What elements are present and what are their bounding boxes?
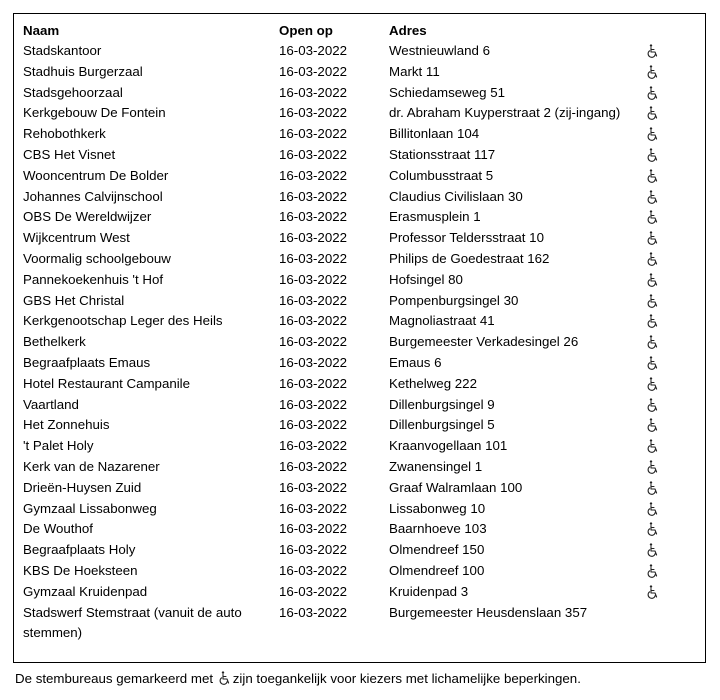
cell-adres: Westnieuwland 6 — [389, 43, 491, 58]
cell-accessibility — [641, 395, 699, 416]
cell-adres: Kethelweg 222 — [389, 375, 477, 391]
wheelchair-icon — [647, 356, 659, 370]
cell-naam: Kerk van de Nazarener — [23, 458, 160, 474]
cell-accessibility — [641, 457, 699, 478]
cell-adres: Kruidenpad 3 — [389, 583, 469, 599]
table-row — [23, 332, 699, 353]
cell-naam: Begraafplaats Holy — [23, 542, 136, 558]
cell-accessibility — [641, 270, 699, 291]
cell-accessibility — [641, 478, 699, 499]
table-row — [23, 166, 699, 187]
cell-open-op: 16-03-2022 — [279, 542, 348, 558]
cell-accessibility — [641, 145, 699, 166]
cell-naam: Gymzaal Kruidenpad — [23, 583, 148, 599]
cell-adres: Magnoliastraat 41 — [389, 313, 495, 329]
wheelchair-icon — [647, 335, 659, 349]
cell-naam: CBS Het Visnet — [23, 146, 116, 162]
header-adres: Adres — [389, 23, 427, 38]
cell-open-op: 16-03-2022 — [279, 105, 348, 121]
table-row — [23, 103, 699, 124]
cell-accessibility — [641, 166, 699, 187]
cell-adres: Schiedamseweg 51 — [389, 84, 506, 100]
table-row — [23, 457, 699, 478]
cell-adres: Dillenburgsingel 5 — [389, 417, 495, 433]
table-row — [23, 499, 699, 520]
cell-accessibility — [641, 374, 699, 395]
cell-open-op: 16-03-2022 — [279, 521, 348, 537]
cell-naam: Pannekoekenhuis 't Hof — [23, 271, 164, 287]
header-open-op: Open op — [279, 23, 333, 38]
cell-adres: Burgemeester Verkadesingel 26 — [389, 334, 579, 350]
table-row — [23, 395, 699, 416]
cell-naam: Wijkcentrum West — [23, 230, 130, 246]
table-row — [23, 62, 699, 83]
table-row — [23, 582, 699, 603]
cell-naam: Vaartland — [23, 396, 79, 412]
table-row — [23, 291, 699, 312]
wheelchair-icon — [647, 231, 659, 245]
cell-accessibility — [641, 124, 699, 145]
cell-accessibility — [641, 83, 699, 104]
cell-naam: Kerkgenootschap Leger des Heils — [23, 313, 223, 329]
cell-open-op: 16-03-2022 — [279, 209, 348, 225]
wheelchair-icon — [219, 671, 231, 685]
cell-accessibility — [641, 41, 699, 62]
cell-adres: Burgemeester Heusdenslaan 357 — [389, 604, 588, 620]
cell-accessibility — [641, 353, 699, 374]
table-row — [23, 187, 699, 208]
header-naam: Naam — [23, 23, 60, 38]
cell-open-op: 16-03-2022 — [279, 396, 348, 412]
wheelchair-icon — [647, 314, 659, 328]
wheelchair-icon — [647, 106, 659, 120]
table-row — [23, 540, 699, 561]
cell-naam: Rehobothkerk — [23, 126, 106, 142]
cell-accessibility — [641, 436, 699, 457]
cell-open-op: 16-03-2022 — [279, 479, 348, 495]
cell-accessibility — [641, 311, 699, 332]
wheelchair-icon — [647, 273, 659, 287]
cell-accessibility — [641, 103, 699, 124]
cell-accessibility — [641, 291, 699, 312]
cell-adres: Billitonlaan 104 — [389, 126, 480, 142]
wheelchair-icon — [647, 127, 659, 141]
cell-naam: Het Zonnehuis — [23, 417, 110, 433]
cell-open-op: 16-03-2022 — [279, 354, 348, 370]
cell-open-op: 16-03-2022 — [279, 188, 348, 204]
cell-naam: Stadhuis Burgerzaal — [23, 63, 143, 79]
table-row — [23, 41, 699, 62]
cell-adres: Olmendreef 100 — [389, 562, 485, 578]
cell-naam: Wooncentrum De Bolder — [23, 167, 169, 183]
cell-accessibility — [641, 187, 699, 208]
wheelchair-icon — [647, 169, 659, 183]
wheelchair-icon — [647, 398, 659, 412]
cell-open-op: 16-03-2022 — [279, 230, 348, 246]
wheelchair-icon — [647, 190, 659, 204]
cell-naam: 't Palet Holy — [23, 438, 94, 454]
wheelchair-icon — [647, 86, 659, 100]
table-row — [23, 603, 699, 645]
table-row — [23, 207, 699, 228]
wheelchair-icon — [647, 418, 659, 432]
table-row — [23, 124, 699, 145]
cell-naam: De Wouthof — [23, 521, 93, 537]
cell-accessibility — [641, 62, 699, 83]
table-row — [23, 415, 699, 436]
cell-adres: Dillenburgsingel 9 — [389, 396, 495, 412]
table-row — [23, 353, 699, 374]
cell-accessibility — [641, 519, 699, 540]
wheelchair-icon — [647, 481, 659, 495]
cell-adres: Erasmusplein 1 — [389, 209, 481, 225]
wheelchair-icon — [647, 148, 659, 162]
cell-accessibility — [641, 207, 699, 228]
cell-open-op: 16-03-2022 — [279, 271, 348, 287]
cell-open-op: 16-03-2022 — [279, 458, 348, 474]
cell-naam: Kerkgebouw De Fontein — [23, 105, 166, 121]
wheelchair-icon — [647, 252, 659, 266]
cell-open-op: 16-03-2022 — [279, 334, 348, 350]
cell-accessibility — [641, 415, 699, 436]
cell-adres: dr. Abraham Kuyperstraat 2 (zij-ingang) — [389, 105, 621, 121]
cell-naam: Voormalig schoolgebouw — [23, 250, 171, 266]
wheelchair-icon — [647, 294, 659, 308]
cell-naam: OBS De Wereldwijzer — [23, 209, 152, 225]
cell-naam: Stadsgehoorzaal — [23, 84, 123, 100]
cell-accessibility — [641, 582, 699, 603]
cell-open-op: 16-03-2022 — [279, 562, 348, 578]
wheelchair-icon — [647, 377, 659, 391]
cell-adres: Emaus 6 — [389, 354, 442, 370]
footnote — [15, 669, 581, 686]
table-row — [23, 478, 699, 499]
cell-open-op: 16-03-2022 — [279, 375, 348, 391]
table-row — [23, 519, 699, 540]
cell-open-op: 16-03-2022 — [279, 438, 348, 454]
cell-adres: Philips de Goedestraat 162 — [389, 250, 550, 266]
table-row — [23, 311, 699, 332]
cell-naam: Gymzaal Lissabonweg — [23, 500, 157, 516]
cell-adres: Markt 11 — [389, 63, 440, 79]
cell-accessibility — [641, 540, 699, 561]
cell-naam: KBS De Hoeksteen — [23, 562, 138, 578]
cell-adres: Columbusstraat 5 — [389, 167, 494, 183]
cell-open-op: 16-03-2022 — [279, 167, 348, 183]
polling-stations-table-box — [13, 13, 706, 663]
cell-accessibility — [641, 332, 699, 353]
table-row — [23, 249, 699, 270]
cell-open-op: 16-03-2022 — [279, 583, 348, 599]
cell-accessibility — [641, 561, 699, 582]
cell-naam: Drieën-Huysen Zuid — [23, 479, 142, 495]
table-row — [23, 374, 699, 395]
wheelchair-icon — [647, 439, 659, 453]
cell-naam: Johannes Calvijnschool — [23, 188, 163, 204]
cell-open-op: 16-03-2022 — [279, 417, 348, 433]
cell-adres: Hofsingel 80 — [389, 271, 463, 287]
wheelchair-icon — [647, 585, 659, 599]
cell-accessibility — [641, 249, 699, 270]
cell-accessibility — [641, 228, 699, 249]
table-row — [23, 83, 699, 104]
cell-accessibility — [641, 499, 699, 520]
header-accessibility — [641, 20, 699, 41]
cell-open-op: 16-03-2022 — [279, 604, 348, 620]
wheelchair-icon — [647, 564, 659, 578]
cell-naam: Hotel Restaurant Campanile — [23, 375, 191, 391]
cell-adres: Claudius Civilislaan 30 — [389, 188, 523, 204]
cell-naam: Stadswerf Stemstraat (vanuit de auto stemmen) — [23, 604, 242, 641]
cell-adres: Baarnhoeve 103 — [389, 521, 487, 537]
wheelchair-icon — [647, 502, 659, 516]
cell-naam: Begraafplaats Emaus — [23, 354, 151, 370]
polling-stations-table — [23, 20, 699, 644]
cell-adres: Graaf Walramlaan 100 — [389, 479, 523, 495]
cell-naam: Bethelkerk — [23, 334, 86, 350]
cell-open-op: 16-03-2022 — [279, 84, 348, 100]
table-row — [23, 270, 699, 291]
table-row — [23, 561, 699, 582]
cell-open-op: 16-03-2022 — [279, 500, 348, 516]
cell-open-op: 16-03-2022 — [279, 43, 348, 58]
cell-open-op: 16-03-2022 — [279, 126, 348, 142]
cell-adres: Kraanvogellaan 101 — [389, 438, 508, 454]
cell-adres: Pompenburgsingel 30 — [389, 292, 519, 308]
cell-naam: Stadskantoor — [23, 43, 102, 58]
cell-open-op: 16-03-2022 — [279, 250, 348, 266]
cell-adres: Stationsstraat 117 — [389, 146, 496, 162]
table-row — [23, 436, 699, 457]
cell-adres: Olmendreef 150 — [389, 542, 485, 558]
cell-naam: GBS Het Christal — [23, 292, 125, 308]
table-row — [23, 145, 699, 166]
wheelchair-icon — [647, 44, 659, 58]
wheelchair-icon — [647, 65, 659, 79]
wheelchair-icon — [647, 460, 659, 474]
cell-adres: Professor Teldersstraat 10 — [389, 230, 544, 246]
table-row — [23, 228, 699, 249]
footnote-text-before: De stembureaus gemarkeerd met — [15, 671, 214, 686]
cell-open-op: 16-03-2022 — [279, 292, 348, 308]
cell-accessibility — [641, 603, 699, 645]
wheelchair-icon — [647, 210, 659, 224]
cell-open-op: 16-03-2022 — [279, 313, 348, 329]
cell-adres: Zwanensingel 1 — [389, 458, 483, 474]
wheelchair-icon — [647, 522, 659, 536]
cell-open-op: 16-03-2022 — [279, 63, 348, 79]
table-header-row — [23, 20, 699, 41]
cell-open-op: 16-03-2022 — [279, 146, 348, 162]
cell-adres: Lissabonweg 10 — [389, 500, 486, 516]
footnote-text-after: zijn toegankelijk voor kiezers met lichamelijke beperkingen. — [232, 671, 581, 686]
wheelchair-icon — [647, 543, 659, 557]
